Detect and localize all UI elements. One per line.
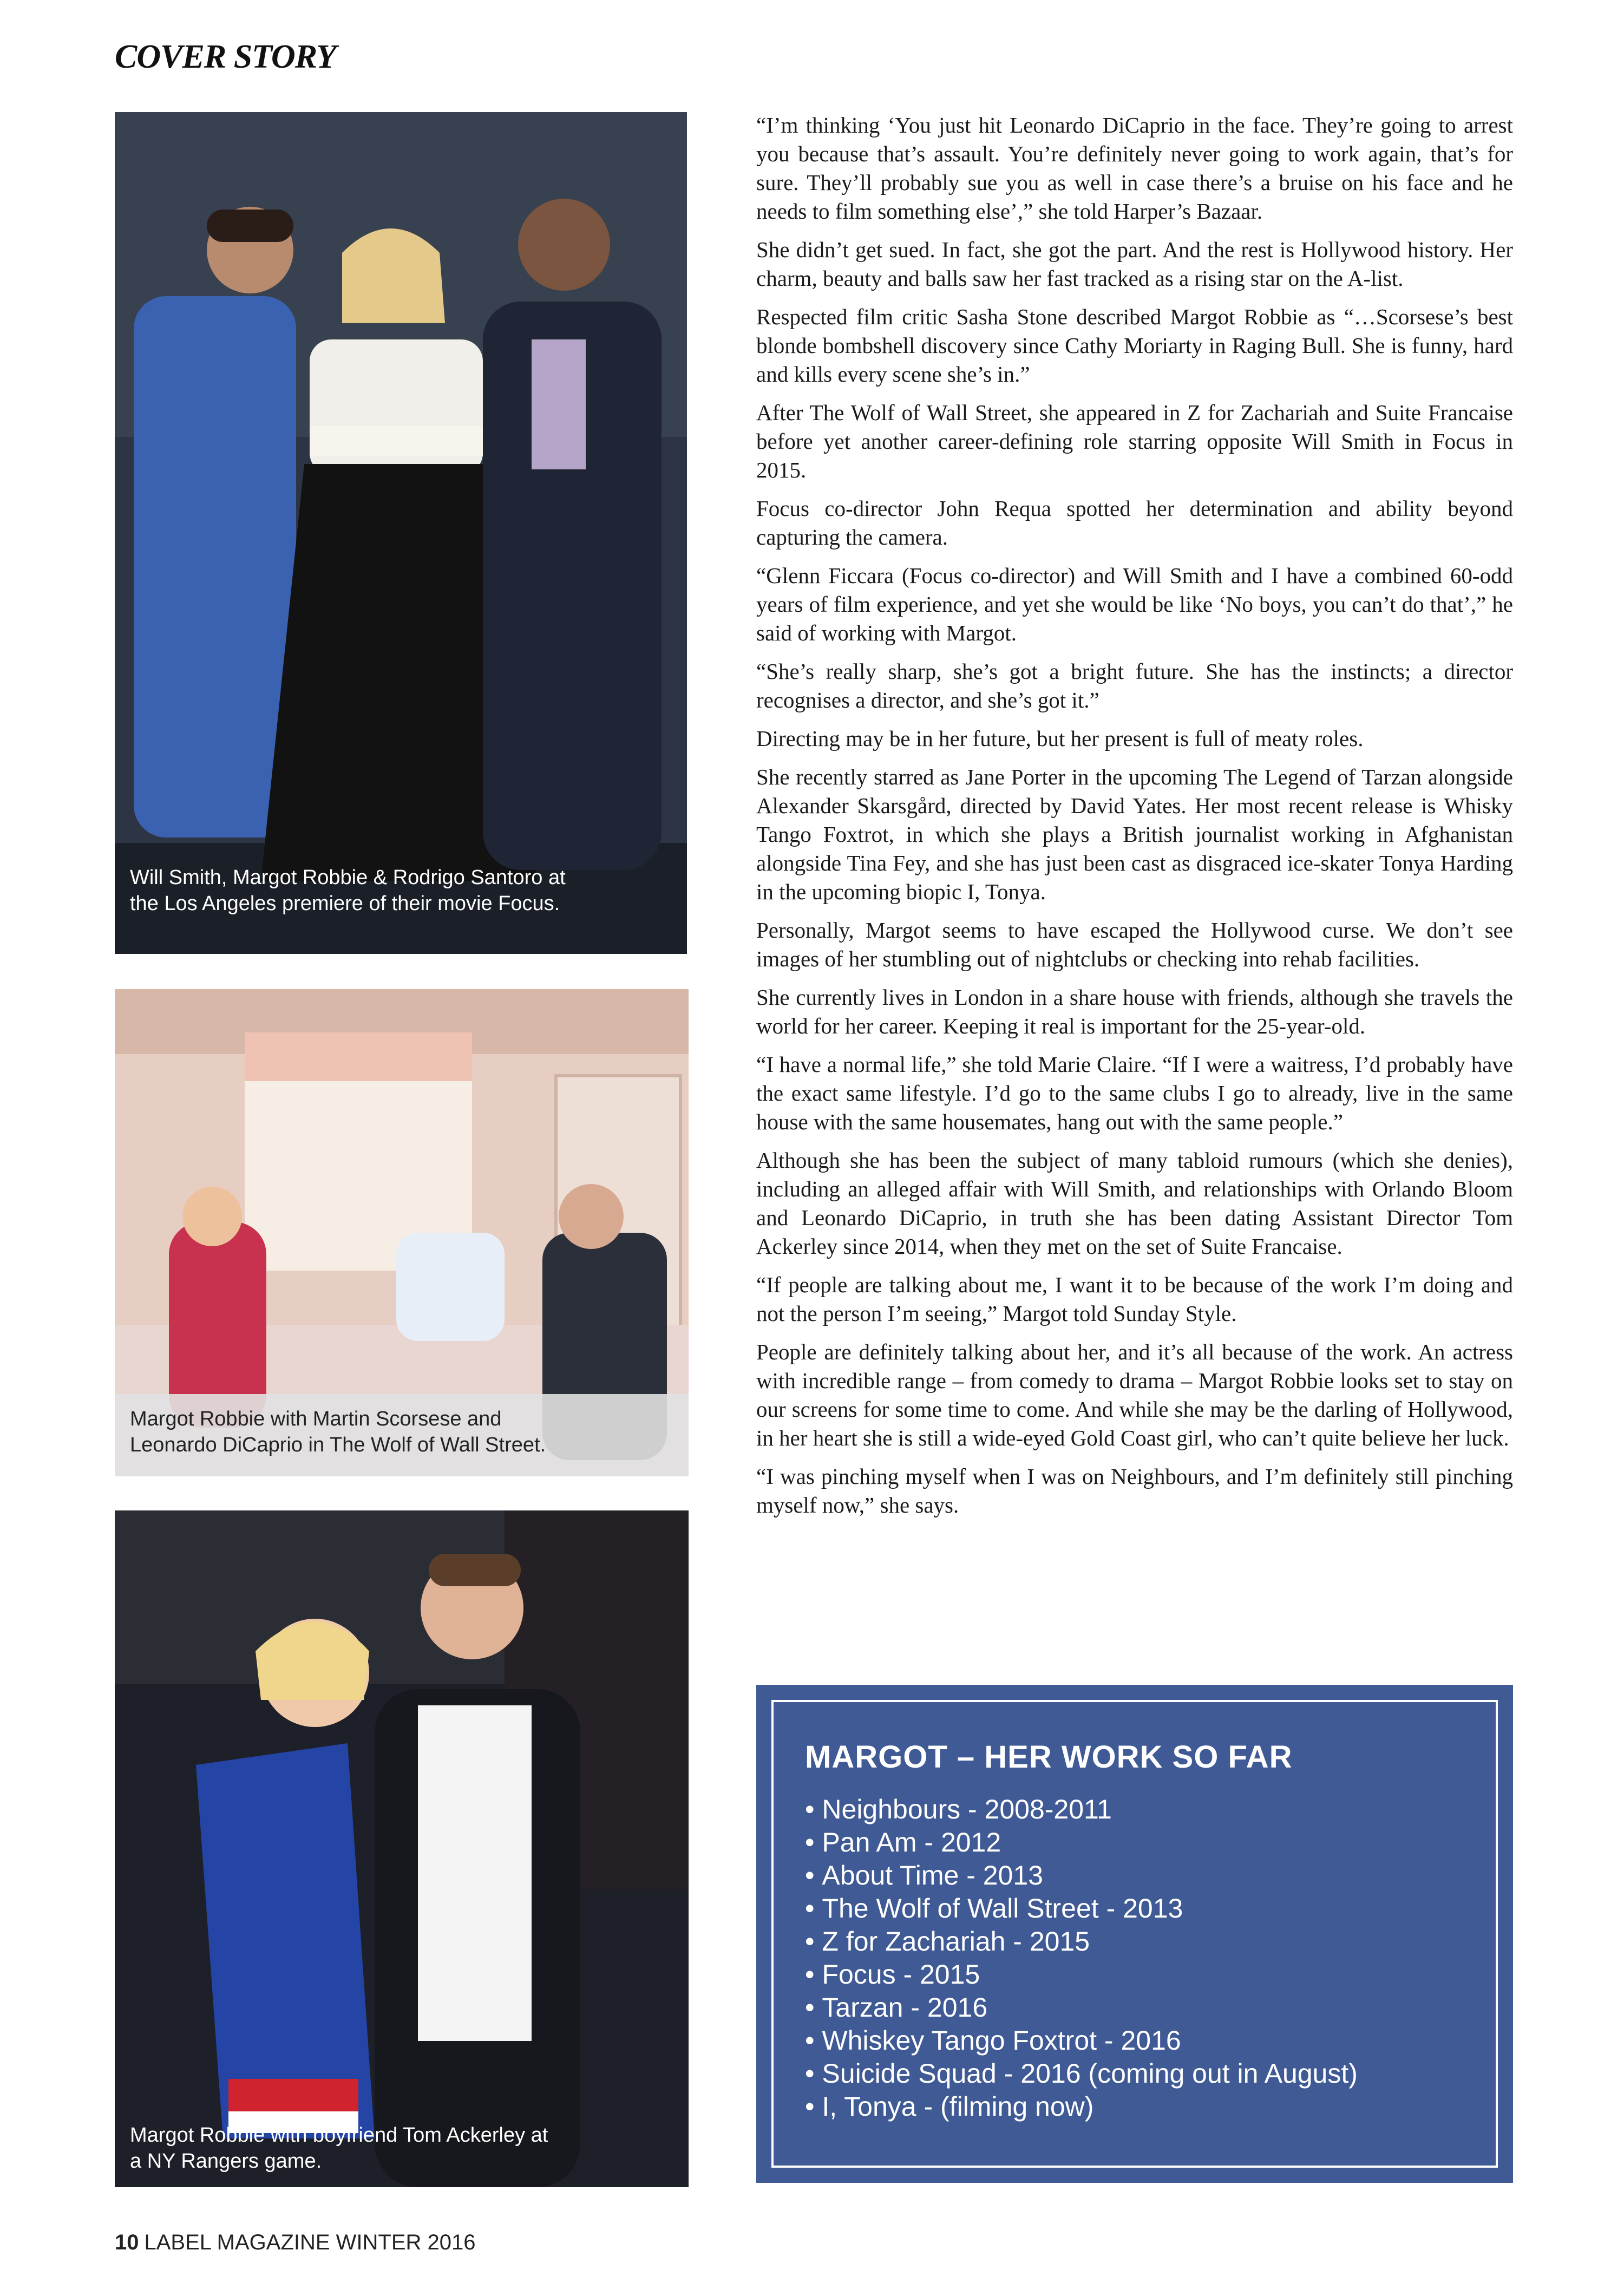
filmography-item: • Focus - 2015 bbox=[805, 1958, 1358, 1991]
article-paragraph: “If people are talking about me, I want it to be because of the work I’m doing and not the person I’m seeing,” Margot told Sunday Style. bbox=[756, 1272, 1513, 1326]
caption-line: Margot Robbie with Martin Scorsese and bbox=[130, 1408, 502, 1430]
article-paragraph: After The Wolf of Wall Street, she appeared in Z for Zachariah and Suite Francaise before yet another career-defining role starring opposite Will Smith in Focus in 2015. bbox=[756, 400, 1513, 482]
hockey-game-art bbox=[115, 1510, 689, 2187]
article-paragraph: People are definitely talking about her, and it’s all because of the work. An actress with incredible range – from comedy to drama – Margot Robbie looks set to stay on our screens for some time to come. And while she may be the darling of Hollywood, in her heart she is still a wide-eyed Gold Coast girl, who can’t quite believe her luck. bbox=[756, 1339, 1513, 1450]
page-footer bbox=[115, 2230, 476, 2255]
article-paragraph: She recently starred as Jane Porter in the upcoming The Legend of Tarzan alongside Alexander Skarsgård, directed by David Yates. Her most recent release is Whisky Tango Foxtrot, in which she plays a British journalist working in Afghanistan alongside Tina Fey, and she has just been cast as disgraced ice-skater Tonya Harding in the upcoming biopic I, Tonya. bbox=[756, 764, 1513, 904]
hockey-game-photo bbox=[115, 1510, 689, 2187]
article-paragraph: “I was pinching myself when I was on Neighbours, and I’m definitely still pinching myself now,” she says. bbox=[756, 1464, 1513, 1517]
article-paragraph: She didn’t get sued. In fact, she got the part. And the rest is Hollywood history. Her charm, beauty and balls saw her fast tracked as a rising star on the A-list. bbox=[756, 237, 1513, 291]
premiere-photo bbox=[115, 112, 687, 954]
premiere-caption bbox=[115, 865, 687, 917]
premiere-photo-art bbox=[115, 112, 687, 954]
section-label: COVER STORY bbox=[115, 38, 336, 75]
article-paragraph: Respected film critic Sasha Stone described Margot Robbie as “…Scorsese’s best blonde bombshell discovery since Cathy Moriarty in Raging Bull. She is funny, hard and kills every scene she’s in.” bbox=[756, 304, 1513, 387]
article-paragraph: “She’s really sharp, she’s got a bright future. She has the instincts; a director recognises a director, and she’s got it.” bbox=[756, 659, 1513, 712]
article-paragraph: She currently lives in London in a share house with friends, although she travels the world for her career. Keeping it real is important for the 25-year-old. bbox=[756, 985, 1513, 1038]
hockey-caption bbox=[115, 2122, 689, 2174]
caption-line: a NY Rangers game. bbox=[130, 2150, 322, 2173]
filmography-item: • Z for Zachariah - 2015 bbox=[805, 1925, 1358, 1958]
article-paragraph: “Glenn Ficcara (Focus co-director) and Will Smith and I have a combined 60-odd years of film experience, and yet she would be like ‘No boys, you can’t do that’,” he said of working with Margot. bbox=[756, 563, 1513, 645]
filmography-item: • The Wolf of Wall Street - 2013 bbox=[805, 1892, 1358, 1925]
filmography-item: • About Time - 2013 bbox=[805, 1859, 1358, 1892]
film-still-photo bbox=[115, 989, 689, 1476]
filmography-item: • Whiskey Tango Foxtrot - 2016 bbox=[805, 2024, 1358, 2057]
article-paragraph: Personally, Margot seems to have escaped the Hollywood curse. We don’t see images of her stumbling out of nightclubs or checking into rehab facilities. bbox=[756, 918, 1513, 971]
filmography-title: MARGOT – HER WORK SO FAR bbox=[805, 1739, 1293, 1775]
filmography-item: • Suicide Squad - 2016 (coming out in August) bbox=[805, 2057, 1358, 2090]
article-paragraph: Although she has been the subject of many tabloid rumours (which she denies), including an alleged affair with Will Smith, and relationships with Orlando Bloom and Leonardo DiCaprio, in truth she has been dating Assistant Director Tom Ackerley since 2014, when they met on the set of Suite Francaise. bbox=[756, 1148, 1513, 1259]
caption-line: the Los Angeles premiere of their movie Focus. bbox=[130, 892, 560, 915]
publication-name: LABEL MAGAZINE WINTER 2016 bbox=[144, 2230, 476, 2254]
article-paragraph: “I’m thinking ‘You just hit Leonardo DiCaprio in the face. They’re going to arrest you because that’s assault. You’re definitely never going to work again, that’s for sure. They’ll probably sue you as well in case there’s a bruise on his face and he needs to film something else’,” she told Harper’s Bazaar. bbox=[756, 113, 1513, 224]
article-paragraph: “I have a normal life,” she told Marie Claire. “If I were a waitress, I’d probably have the exact same lifestyle. I’d go to the same clubs I go to already, live in the same house with the same housemates, hang out with the same people.” bbox=[756, 1052, 1513, 1134]
filmography-item: • Pan Am - 2012 bbox=[805, 1826, 1358, 1859]
caption-line: Leonardo DiCaprio in The Wolf of Wall Street. bbox=[130, 1434, 546, 1456]
filmography-item: • I, Tonya - (filming now) bbox=[805, 2090, 1358, 2123]
filmography-item: • Neighbours - 2008-2011 bbox=[805, 1793, 1358, 1826]
caption-line: Margot Robbie with boyfriend Tom Ackerley at bbox=[130, 2124, 548, 2147]
article-paragraph: Focus co-director John Requa spotted her determination and ability beyond capturing the camera. bbox=[756, 496, 1513, 550]
filmography-box bbox=[756, 1685, 1513, 2183]
filmography-list bbox=[805, 1793, 1358, 2123]
article-body bbox=[756, 111, 1513, 1529]
filmography-item: • Tarzan - 2016 bbox=[805, 1991, 1358, 2024]
page-number: 10 bbox=[115, 2230, 139, 2254]
caption-line: Will Smith, Margot Robbie & Rodrigo Santoro at bbox=[130, 866, 566, 889]
article-paragraph: Directing may be in her future, but her present is full of meaty roles. bbox=[756, 726, 1364, 751]
film-still-caption bbox=[115, 1394, 689, 1476]
